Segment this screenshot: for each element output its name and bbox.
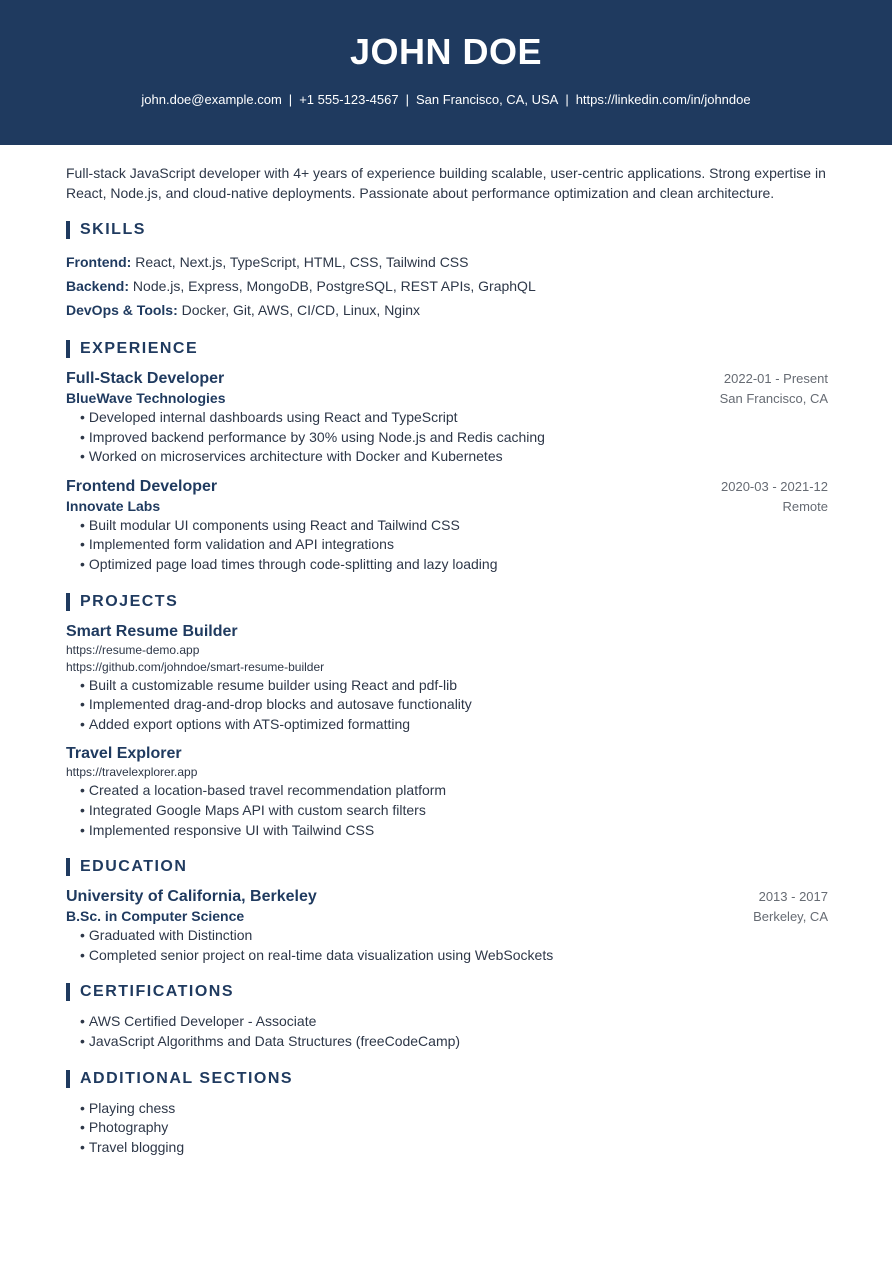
section-heading-education	[66, 857, 828, 877]
project-link[interactable]: https://travelexplorer.app	[66, 765, 198, 780]
education-bullets	[66, 926, 828, 965]
project-link[interactable]: https://resume-demo.app	[66, 642, 200, 657]
section-accent-bar	[66, 340, 70, 358]
bullet-item: • Graduated with Distinction	[80, 926, 828, 946]
contact-line	[0, 92, 892, 108]
project-name: Smart Resume Builder	[66, 622, 238, 640]
company-name: Innovate Labs	[66, 497, 161, 514]
school-name: University of California, Berkeley	[66, 888, 317, 906]
bullet-item: • Implemented responsive UI with Tailwind CSS	[80, 821, 828, 841]
additional-item: • Photography	[80, 1118, 828, 1138]
skill-value: Node.js, Express, MongoDB, PostgreSQL, REST APIs, GraphQL	[132, 278, 536, 294]
education-dates: 2013 - 2017	[758, 889, 828, 905]
skill-label: Frontend:	[66, 254, 132, 270]
additional-item: • Playing chess	[80, 1099, 828, 1119]
additional-list	[66, 1099, 828, 1158]
bullet-item: • Worked on microservices architecture with Docker and Kubernetes	[80, 447, 828, 467]
section-title-text: PROJECTS	[80, 592, 179, 610]
job-location: San Francisco, CA	[719, 391, 828, 406]
section-heading-experience	[66, 339, 828, 359]
section-accent-bar	[66, 1070, 70, 1088]
contact-separator: |	[565, 92, 569, 107]
section-heading-additional	[66, 1069, 828, 1089]
skills-list	[66, 250, 828, 322]
contact-separator: |	[405, 92, 409, 107]
contact-linkedin[interactable]: https://linkedin.com/in/johndoe	[575, 92, 751, 107]
resume-header	[0, 0, 892, 145]
section-title-text: EXPERIENCE	[80, 340, 199, 357]
contact-email[interactable]: john.doe@example.com	[141, 92, 282, 107]
job-dates: 2022-01 - Present	[723, 371, 828, 386]
certification-item: • JavaScript Algorithms and Data Structures (freeCodeCamp)	[80, 1032, 828, 1052]
bullet-item: • Created a location-based travel recommendation platform	[80, 781, 828, 801]
candidate-name: JOHN DOE	[349, 31, 543, 72]
section-accent-bar	[66, 593, 70, 611]
degree-name: B.Sc. in Computer Science	[66, 908, 245, 925]
section-title-text: EDUCATION	[80, 858, 188, 876]
section-accent-bar	[66, 221, 70, 239]
contact-location: San Francisco, CA, USA	[415, 92, 559, 107]
job-title: Full-Stack Developer	[66, 370, 225, 387]
skill-value: Docker, Git, AWS, CI/CD, Linux, Nginx	[181, 302, 420, 318]
job-bullets	[66, 516, 828, 575]
project-link[interactable]: https://github.com/johndoe/smart-resume-builder	[66, 659, 325, 674]
section-heading-certifications	[66, 982, 828, 1002]
education-location: Berkeley, CA	[753, 909, 828, 925]
section-accent-bar	[66, 983, 70, 1001]
bullet-item: • Built modular UI components using React and Tailwind CSS	[80, 516, 828, 536]
skill-row-devops	[66, 298, 828, 322]
bullet-item: • Built a customizable resume builder using React and pdf-lib	[80, 676, 828, 696]
skill-label: Backend:	[66, 278, 130, 294]
section-title-text: CERTIFICATIONS	[80, 983, 235, 1001]
job-bullets	[66, 408, 828, 467]
job-title: Frontend Developer	[66, 477, 218, 495]
section-title-text: SKILLS	[80, 221, 146, 238]
job-dates: 2020-03 - 2021-12	[721, 478, 828, 494]
skill-row-backend	[66, 274, 828, 298]
bullet-item: • Improved backend performance by 30% using Node.js and Redis caching	[80, 428, 828, 448]
project-name: Travel Explorer	[66, 745, 182, 763]
project-bullets	[66, 676, 828, 735]
job-location: Remote	[782, 498, 828, 514]
experience-entry	[66, 477, 828, 575]
professional-summary: Full-stack JavaScript developer with 4+ years of experience building scalable, user-centric applications. Strong expertise in React, Node.js, and cloud-native deployments. Passionate about performance optimization and clean architecture.	[66, 165, 826, 201]
bullet-item: • Implemented form validation and API integrations	[80, 535, 828, 555]
education-entry	[66, 887, 828, 965]
bullet-item: • Optimized page load times through code-splitting and lazy loading	[80, 555, 828, 575]
section-title-text: ADDITIONAL SECTIONS	[80, 1069, 294, 1087]
bullet-item: • Added export options with ATS-optimized formatting	[80, 715, 828, 735]
contact-separator: |	[288, 92, 293, 107]
certifications-list	[66, 1012, 828, 1051]
bullet-item: • Integrated Google Maps API with custom search filters	[80, 801, 828, 821]
additional-item: • Travel blogging	[80, 1138, 828, 1158]
section-accent-bar	[66, 858, 70, 876]
certification-item: • AWS Certified Developer - Associate	[80, 1012, 828, 1032]
section-heading-skills	[66, 220, 828, 240]
bullet-item: • Implemented drag-and-drop blocks and autosave functionality	[80, 695, 828, 715]
contact-phone[interactable]: +1 555-123-4567	[299, 92, 399, 107]
bullet-item: • Developed internal dashboards using React and TypeScript	[80, 408, 828, 428]
project-entry	[66, 622, 828, 735]
resume-body	[0, 145, 892, 1157]
experience-entry	[66, 369, 828, 467]
company-name: BlueWave Technologies	[66, 390, 226, 406]
project-bullets	[66, 781, 828, 840]
project-entry	[66, 744, 828, 840]
section-heading-projects	[66, 592, 828, 612]
skill-row-frontend	[66, 250, 828, 274]
bullet-item: • Completed senior project on real-time data visualization using WebSockets	[80, 946, 828, 966]
skill-value: React, Next.js, TypeScript, HTML, CSS, Tailwind CSS	[135, 254, 469, 270]
skill-label: DevOps & Tools:	[66, 302, 178, 318]
